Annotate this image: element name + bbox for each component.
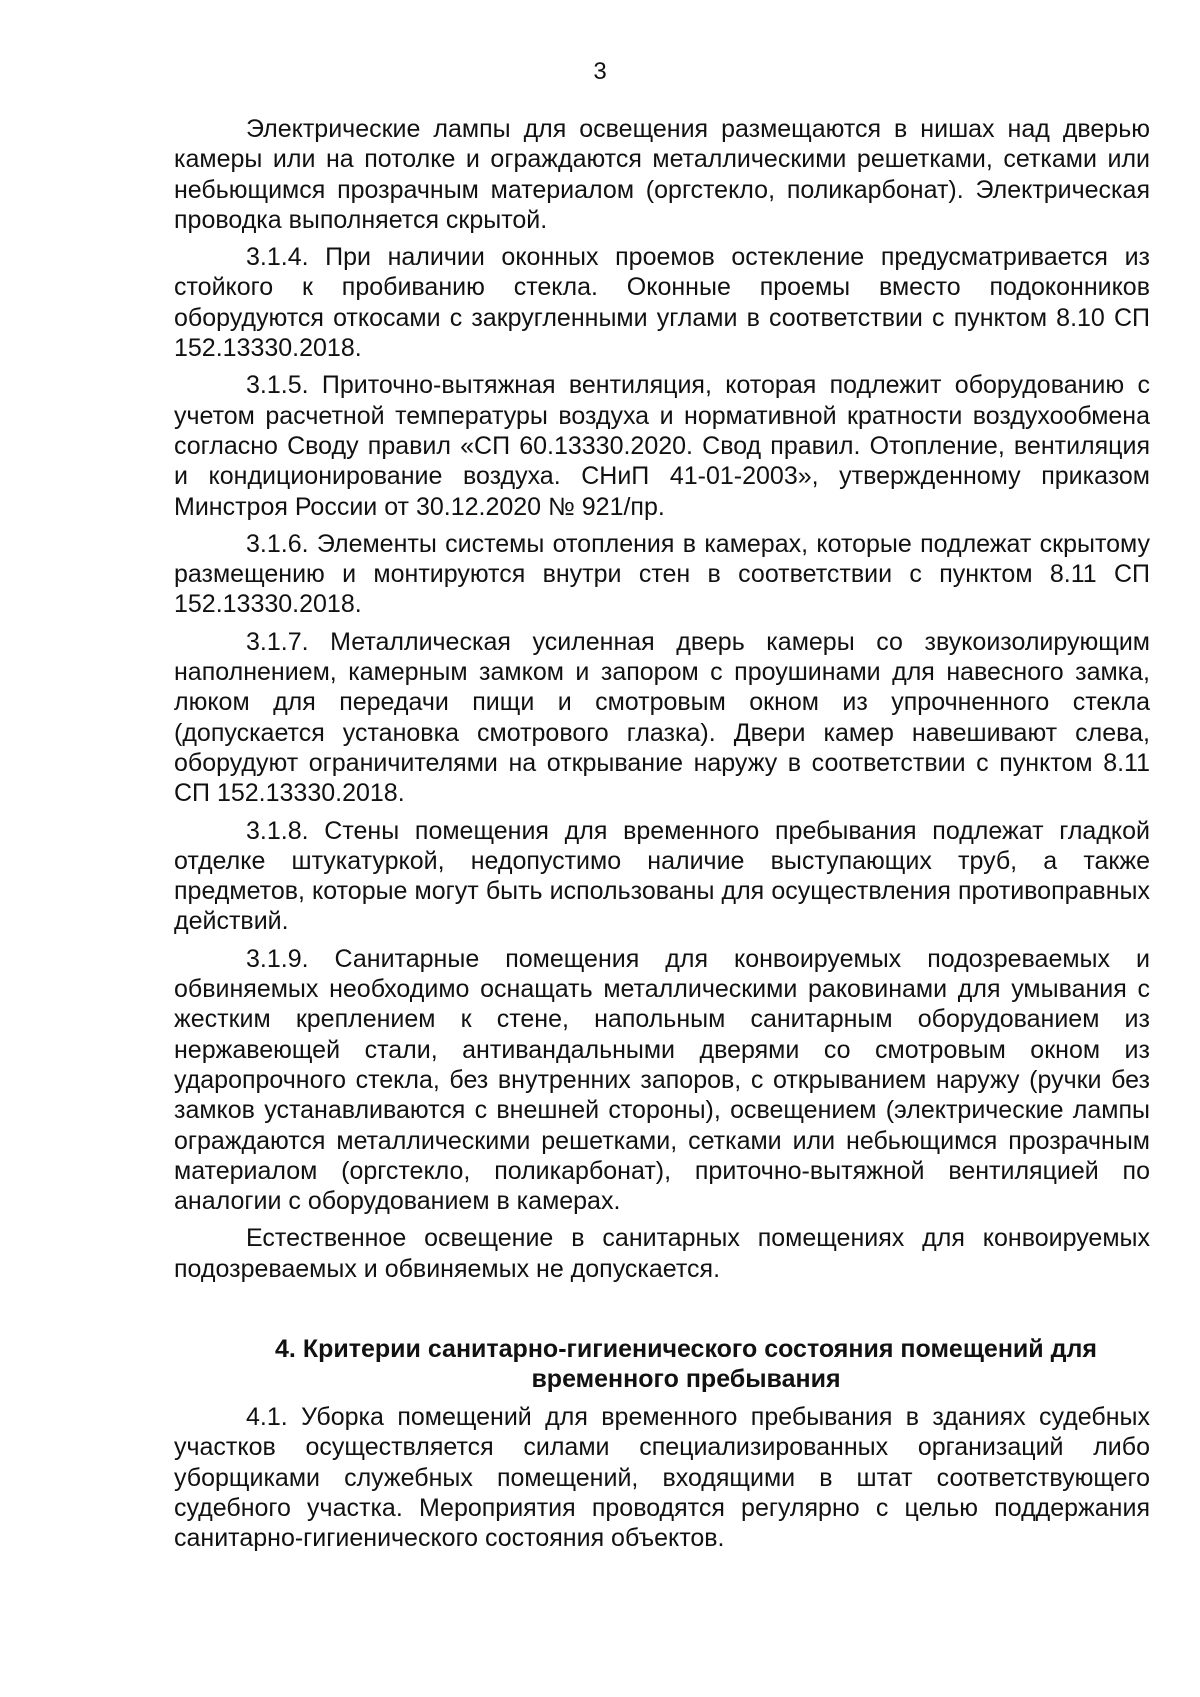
section-heading-line1: 4. Критерии санитарно-гигиенического состояния помещений для (275, 1334, 1097, 1363)
paragraph-3-1-5: 3.1.5. Приточно-вытяжная вентиляция, которая подлежит оборудованию с учетом расчетной температуры воздуха и нормативной кратности воздухообмена согласно Своду правил «СП 60.13330.2020. Свод правил. Отопление, вентиляция и кондиционирование воздуха. СНиП 41-01-2003», утвержденному приказом Минстроя России от 30.12.2020 № 921/пр. (174, 371, 1150, 521)
paragraph-4-1: 4.1. Уборка помещений для временного пребывания в зданиях судебных участков осуществляется силами специализированных организаций либо уборщиками служебных помещений, входящими в штат соответствующего судебного участка. Мероприятия проводятся регулярно с целью поддержания санитарно-гигиенического состояния объектов. (174, 1402, 1150, 1553)
section-heading-line2: временного пребывания (531, 1364, 841, 1393)
page-number: 3 (593, 58, 607, 85)
paragraph-lighting: Электрические лампы для освещения размещаются в нишах над дверью камеры или на потолке и ограждаются металлическими решетками, сетками или небьющимся прозрачным материалом (оргстекло, поликарбонат). Электрическая проводка выполняется скрытой. (174, 115, 1150, 234)
document-body (174, 114, 1150, 1560)
paragraph-3-1-4: 3.1.4. При наличии оконных проемов остекление предусматривается из стойкого к пробиванию стекла. Оконные проемы вместо подоконников оборудуются откосами с закругленными углами в соответствии с пунктом 8.10 СП 152.13330.2018. (174, 243, 1150, 363)
paragraph-3-1-6: 3.1.6. Элементы системы отопления в камерах, которые подлежат скрытому размещению и монтируются внутри стен в соответствии с пунктом 8.11 СП 152.13330.2018. (174, 529, 1150, 619)
paragraph-natural-lighting: Естественное освещение в санитарных помещениях для конвоируемых подозреваемых и обвиняемых не допускается. (174, 1224, 1150, 1283)
paragraph-3-1-8: 3.1.8. Стены помещения для временного пребывания подлежат гладкой отделке штукатуркой, недопустимо наличие выступающих труб, а также предметов, которые могут быть использованы для осуществления противоправных действий. (174, 816, 1150, 936)
section-heading-4 (174, 1334, 1150, 1394)
paragraph-3-1-7: 3.1.7. Металлическая усиленная дверь камеры со звукоизолирующим наполнением, камерным замком и запором с проушинами для навесного замка, люком для передачи пищи и смотровым окном из упрочненного стекла (допускается установка смотрового глазка). Двери камер навешивают слева, оборудуют ограничителями на открывание наружу в соответствии с пунктом 8.11 СП 152.13330.2018. (174, 627, 1150, 808)
paragraph-3-1-9: 3.1.9. Санитарные помещения для конвоируемых подозреваемых и обвиняемых необходимо оснащать металлическими раковинами для умывания с жестким креплением к стене, напольным санитарным оборудованием из нержавеющей стали, антивандальными дверями со смотровым окном из ударопрочного стекла, без внутренних запоров, с открыванием наружу (ручки без замков устанавливаются с внешней стороны), освещением (электрические лампы ограждаются металлическими решетками, сетками или небьющимся прозрачным материалом (оргстекло, поликарбонат), приточно-вытяжной вентиляцией по аналогии с оборудованием в камерах. (174, 944, 1150, 1216)
